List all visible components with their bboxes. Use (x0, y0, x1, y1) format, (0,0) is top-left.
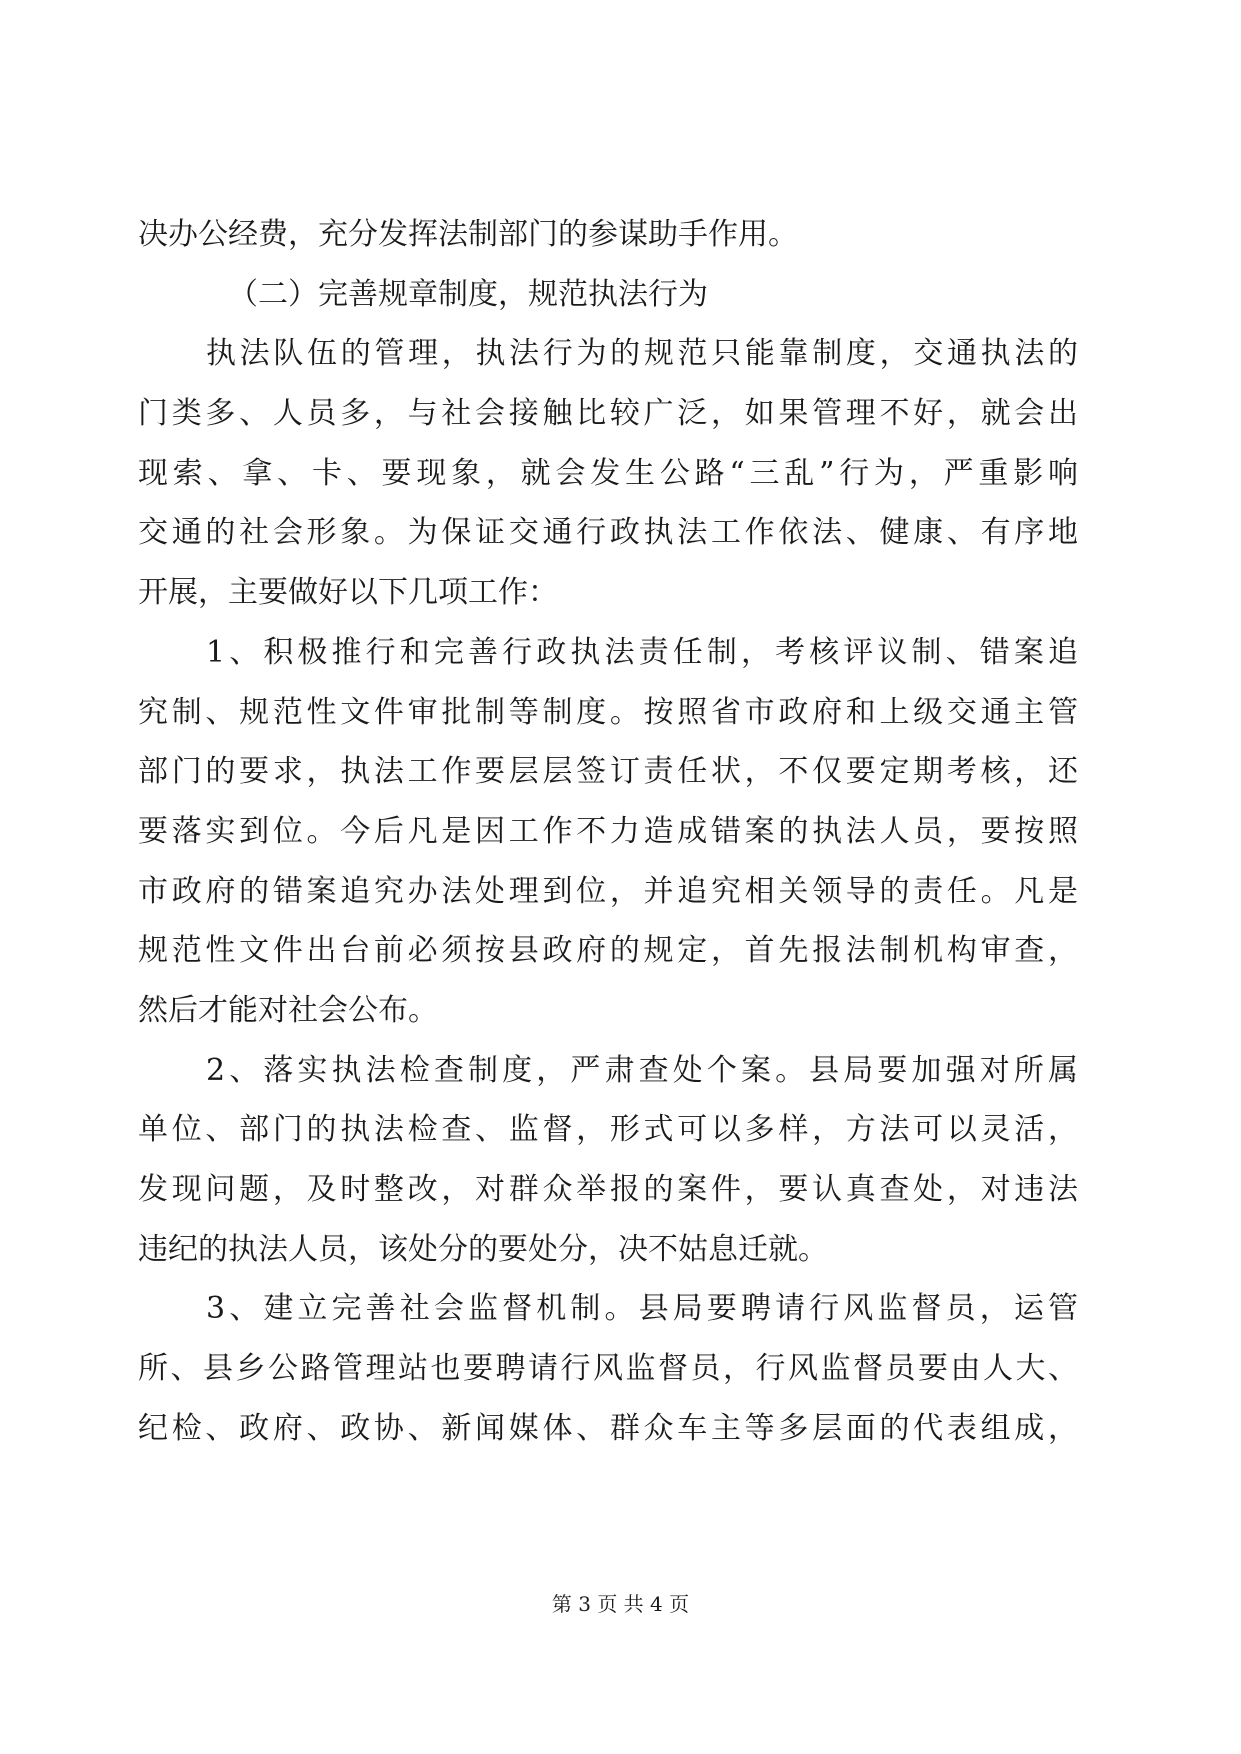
text-line: 门类多、人员多，与社会接触比较广泛，如果管理不好，就会出 (138, 396, 1078, 432)
text-line: 纪检、政府、政协、新闻媒体、群众车主等多层面的代表组成， (138, 1410, 1078, 1446)
text-line: 部门的要求，执法工作要层层签订责任状，不仅要定期考核，还 (138, 754, 1078, 790)
text-line: 现索、拿、卡、要现象，就会发生公路“三乱”行为，严重影响 (138, 455, 1078, 491)
text-line: 市政府的错案追究办法处理到位，并追究相关领导的责任。凡是 (138, 873, 1078, 909)
text-line: 开展，主要做好以下几项工作： (138, 575, 558, 611)
text-line: 所、县乡公路管理站也要聘请行风监督员，行风监督员要由人大、 (138, 1351, 1078, 1387)
text-line: 2、落实执法检查制度，严肃查处个案。县局要加强对所属 (206, 1052, 1078, 1088)
text-line: 然后才能对社会公布。 (138, 992, 438, 1028)
text-line: 1、积极推行和完善行政执法责任制，考核评议制、错案追 (206, 634, 1078, 670)
document-body (138, 205, 1078, 1458)
text-line: 单位、部门的执法检查、监督，形式可以多样，方法可以灵活， (138, 1112, 1078, 1148)
text-line: 执法队伍的管理，执法行为的规范只能靠制度，交通执法的 (206, 336, 1078, 372)
text-line: 要落实到位。今后凡是因工作不力造成错案的执法人员，要按照 (138, 813, 1078, 849)
section-heading: （二）完善规章制度，规范执法行为 (228, 276, 708, 312)
text-line: 违纪的执法人员，该处分的要处分，决不姑息迁就。 (138, 1231, 828, 1267)
text-line: 规范性文件出台前必须按县政府的规定，首先报法制机构审查， (138, 933, 1078, 969)
text-line: 交通的社会形象。为保证交通行政执法工作依法、健康、有序地 (138, 515, 1078, 551)
text-line: 发现问题，及时整改，对群众举报的案件，要认真查处，对违法 (138, 1172, 1078, 1207)
text-line: 决办公经费，充分发挥法制部门的参谋助手作用。 (138, 217, 798, 252)
text-line: 究制、规范性文件审批制等制度。按照省市政府和上级交通主管 (138, 694, 1078, 730)
page-number-footer: 第 3 页 共 4 页 (551, 1592, 690, 1616)
text-line: 3、建立完善社会监督机制。县局要聘请行风监督员，运管 (206, 1291, 1078, 1327)
